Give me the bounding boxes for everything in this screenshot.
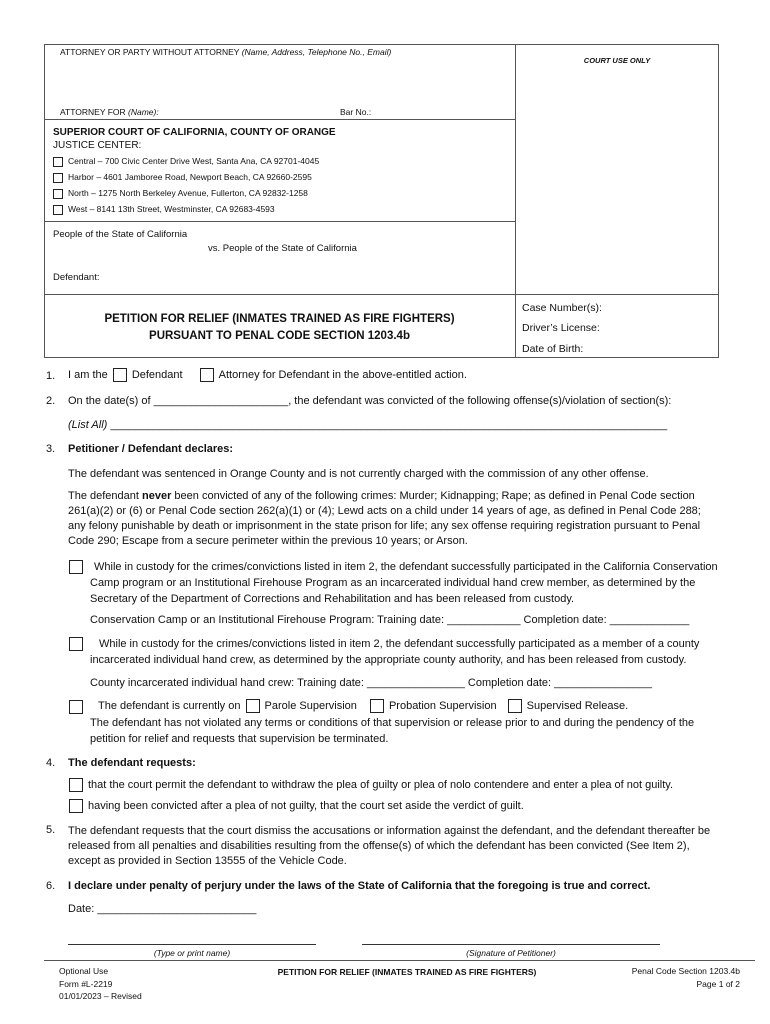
footer-divider — [44, 960, 755, 961]
item-4-opt2: having been convicted after a plea of not guilty, that the court set aside the verdict of guilt. — [69, 799, 524, 813]
item-3-p1: The defendant was sentenced in Orange County and is not currently charged with the commission of any other offense. — [68, 468, 649, 480]
checkbox-parole[interactable] — [246, 699, 260, 713]
center-west[interactable]: West – 8141 13th Street, Westminster, CA 92683-4593 — [53, 204, 275, 215]
checkbox-county-crew[interactable] — [69, 637, 83, 651]
checkbox-north[interactable] — [53, 189, 63, 199]
checkbox-central[interactable] — [53, 157, 63, 167]
justice-center: JUSTICE CENTER: — [53, 140, 142, 151]
checkbox-west[interactable] — [53, 205, 63, 215]
checkbox-probation[interactable] — [370, 699, 384, 713]
divider-1 — [44, 119, 515, 120]
item-1-number: 1. — [46, 370, 56, 382]
case-number-label: Case Number(s): — [522, 302, 602, 314]
item-3-opt-c: The defendant is currently on Parole Supervision Probation Supervision Supervised Release. — [98, 699, 629, 712]
item-4-number: 4. — [46, 757, 56, 769]
signature-caption: (Signature of Petitioner) — [466, 948, 556, 958]
print-name-caption: (Type or print name) — [153, 948, 231, 958]
item-3-heading: Petitioner / Defendant declares: — [68, 443, 234, 455]
drivers-license-label: Driver’s License: — [522, 322, 600, 334]
checkbox-attorney[interactable] — [200, 368, 214, 382]
item-3-number: 3. — [46, 443, 56, 455]
item-5-text: The defendant requests that the court dismiss the accusations or information against the defendant, and the defendant thereafter be released from all penalties and disabilities resulting from the offense(s) of which the defendant has been convicted (See Item 2), except as provided in Section 13555 of the Vehicle Code. — [68, 825, 711, 867]
center-harbor[interactable]: Harbor – 4601 Jamboree Road, Newport Beach, CA 92660-2595 — [53, 172, 312, 183]
center-central[interactable]: Central – 700 Civic Center Drive West, Santa Ana, CA 92701-4045 — [53, 156, 319, 167]
footer-left: Optional Use Form #L-2219 01/01/2023 – Revised — [59, 966, 142, 1001]
item-4-heading: The defendant requests: — [68, 757, 196, 769]
date-field[interactable]: Date: __________________________ — [68, 903, 257, 915]
checkbox-supervised-release[interactable] — [508, 699, 522, 713]
item-2-text: On the date(s) of ______________________, the defendant was convicted of the following offense(s)/violation of section(s): — [68, 395, 672, 407]
footer-center: PETITION FOR RELIEF (INMATES TRAINED AS FIRE FIGHTERS) — [277, 967, 537, 977]
title-divider — [515, 294, 516, 358]
center-north[interactable]: North – 1275 North Berkeley Avenue, Fullerton, CA 92832-1258 — [53, 188, 308, 199]
attorney-label: ATTORNEY OR PARTY WITHOUT ATTORNEY (Name, Address, Telephone No., Email) — [60, 47, 392, 57]
vs-label: vs. People of the State of California — [208, 243, 357, 254]
signature-line[interactable] — [362, 944, 660, 945]
checkbox-withdraw-plea[interactable] — [69, 778, 83, 792]
checkbox-conservation-camp[interactable] — [69, 560, 83, 574]
divider-2 — [44, 221, 515, 222]
item-4-opt1: that the court permit the defendant to withdraw the plea of guilty or plea of nolo contendere and enter a plea of not guilty. — [69, 778, 673, 792]
item-2-list: (List All) ___________________________________________________________________________________________ — [68, 419, 668, 431]
item-6-text: I declare under penalty of perjury under the laws of the State of California that the foregoing is true and correct. — [68, 880, 651, 892]
people-label: People of the State of California — [53, 229, 188, 240]
item-3-opt-a: While in custody for the crimes/convictions listed in item 2, the defendant successfully participated in the California Conservation Camp program or an Institutional Firehouse Program as an incarcerated individual hand crew member, as determined by the Secretary of the Department of Corrections and Rehabilitation and has been released from custody. — [90, 561, 718, 605]
checkbox-defendant[interactable] — [113, 368, 127, 382]
checkbox-set-aside-verdict[interactable] — [69, 799, 83, 813]
court-use-divider — [515, 44, 516, 294]
court-use-only: COURT USE ONLY — [583, 56, 651, 65]
item-3-opt-b-dates: County incarcerated individual hand crew: Training date: ________________ Completion date: ________________ — [90, 677, 653, 689]
item-5-number: 5. — [46, 824, 56, 836]
bar-no: Bar No.: — [340, 107, 372, 117]
dob-label: Date of Birth: — [522, 343, 584, 355]
item-3-opt-b: While in custody for the crimes/convictions listed in item 2, the defendant successfully participated as a member of a county incarcerated individual hand crew, as determined by the appropriate county authority, and has been released from custody. — [90, 638, 700, 666]
item-3-opt-c-text: The defendant has not violated any terms or conditions of that supervision or release prior to and during the pendency of the petition for relief and requests that supervision be terminated. — [90, 717, 695, 745]
print-name-line[interactable] — [68, 944, 316, 945]
court-name: SUPERIOR COURT OF CALIFORNIA, COUNTY OF ORANGE — [53, 127, 336, 138]
item-2-number: 2. — [46, 395, 56, 407]
checkbox-harbor[interactable] — [53, 173, 63, 183]
attorney-for: ATTORNEY FOR (Name): — [60, 107, 159, 117]
checkbox-currently-on[interactable] — [69, 700, 83, 714]
item-3-p2: The defendant never been convicted of any of the following crimes: Murder; Kidnapping; Rape; as defined in Penal Code section 261(a)(2) or (6) or Penal Code section 262(a)(1) or (4); Lewd acts on a child under 14 years of age, as defined in Penal Code 288; any felony punishable by death or imprisonment in the state prison for life; any sex offense requiring registration pursuant to Penal Code 290; Escape from a secure perimeter within the previous 10 years; or Arson. — [68, 490, 701, 547]
divider-3 — [44, 294, 719, 295]
footer-right: Penal Code Section 1203.4b Page 1 of 2 — [631, 966, 740, 989]
item-3-opt-a-dates: Conservation Camp or an Institutional Firehouse Program: Training date: ____________ Completion date: _____________ — [90, 614, 690, 626]
item-1: I am the Defendant Attorney for Defendant in the above-entitled action. — [68, 368, 467, 381]
form-title: PETITION FOR RELIEF (INMATES TRAINED AS FIRE FIGHTERS) PURSUANT TO PENAL CODE SECTION 1203.4b — [104, 313, 455, 342]
defendant-label: Defendant: — [53, 272, 100, 283]
item-6-number: 6. — [46, 880, 56, 892]
